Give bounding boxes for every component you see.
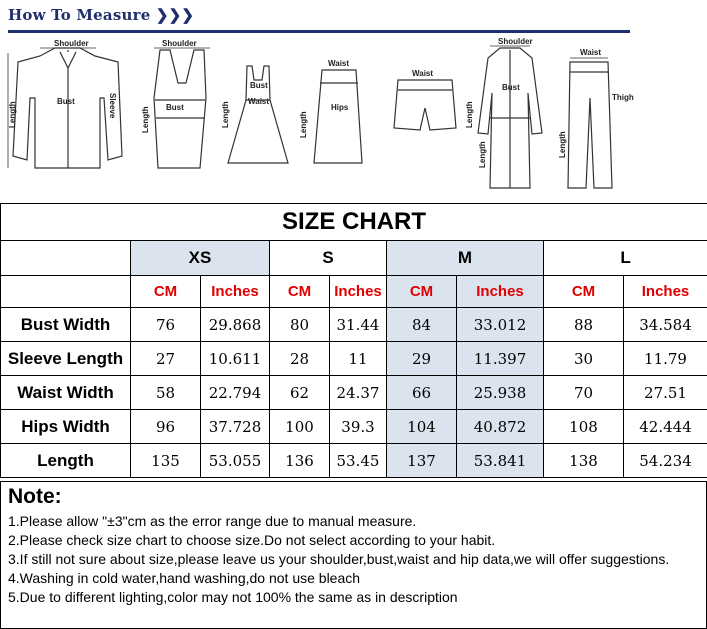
table-cell: 30 [544, 342, 624, 376]
coat-shoulder-label: Shoulder [498, 38, 533, 46]
row-label: Bust Width [1, 308, 131, 342]
note-line: 2.Please check size chart to choose size.Do not select according to your habit. [8, 532, 496, 548]
table-cell: 28 [270, 342, 330, 376]
size-header-s: S [270, 241, 387, 276]
table-cell: 54.234 [624, 444, 707, 478]
size-chart-table [0, 203, 707, 478]
shirt-sleeve-label: Sleeve [108, 93, 117, 119]
unit-inches: Inches [330, 276, 387, 308]
corner-cell [1, 241, 131, 276]
coat-length-label: Length [478, 141, 487, 168]
unit-cm: CM [544, 276, 624, 308]
table-cell: 29 [387, 342, 457, 376]
pants-figure [558, 48, 634, 188]
shirt-figure [8, 39, 122, 168]
shirt-length-label: Length [8, 101, 17, 128]
tank-bust-label: Bust [166, 103, 184, 112]
coat-bust-label: Bust [502, 83, 520, 92]
unit-cm: CM [387, 276, 457, 308]
skirt-waist-label: Waist [328, 59, 350, 68]
coat-figure [478, 38, 542, 188]
table-cell: 88 [544, 308, 624, 342]
skirt-hips-label: Hips [331, 103, 349, 112]
table-cell: 84 [387, 308, 457, 342]
note-line: 5.Due to different lighting,color may not 100% the same as in description [8, 589, 458, 605]
table-cell: 31.44 [330, 308, 387, 342]
how-to-measure-label: How To Measure [8, 6, 151, 24]
row-label: Hips Width [1, 410, 131, 444]
unit-inches: Inches [457, 276, 544, 308]
table-cell: 42.444 [624, 410, 707, 444]
table-cell: 76 [131, 308, 201, 342]
table-cell: 40.872 [457, 410, 544, 444]
table-cell: 53.841 [457, 444, 544, 478]
shorts-length-label: Length [465, 101, 474, 128]
title-underline [8, 30, 630, 33]
dress-length-label: Length [221, 101, 230, 128]
tank-length-label: Length [141, 106, 150, 133]
table-cell: 29.868 [201, 308, 270, 342]
table-cell: 104 [387, 410, 457, 444]
table-cell: 11.397 [457, 342, 544, 376]
note-line: 1.Please allow "±3"cm as the error range due to manual measure. [8, 513, 417, 529]
table-cell: 96 [131, 410, 201, 444]
unit-cm: CM [270, 276, 330, 308]
unit-inches: Inches [624, 276, 707, 308]
note-title: Note: [8, 485, 62, 508]
table-cell: 135 [131, 444, 201, 478]
table-cell: 11.79 [624, 342, 707, 376]
dress-figure [221, 66, 288, 163]
skirt-length-label: Length [299, 111, 308, 138]
table-cell: 70 [544, 376, 624, 410]
table-cell: 34.584 [624, 308, 707, 342]
table-cell: 37.728 [201, 410, 270, 444]
tank-shoulder-label: Shoulder [162, 39, 197, 48]
arrows-icon: ❯❯❯ [155, 6, 195, 24]
unit-cm: CM [131, 276, 201, 308]
table-cell: 11 [330, 342, 387, 376]
table-cell: 27.51 [624, 376, 707, 410]
table-row [1, 376, 707, 410]
shorts-waist-label: Waist [412, 69, 434, 78]
table-cell: 27 [131, 342, 201, 376]
table-cell: 100 [270, 410, 330, 444]
tank-figure [141, 39, 210, 168]
note-box [0, 481, 707, 629]
table-row [1, 410, 707, 444]
table-cell: 24.37 [330, 376, 387, 410]
table-row [1, 308, 707, 342]
size-header-l: L [544, 241, 707, 276]
shorts-figure [394, 69, 474, 130]
table-cell: 10.611 [201, 342, 270, 376]
dress-waist-label: Waist [248, 97, 270, 106]
how-to-measure-title [8, 6, 194, 24]
table-cell: 137 [387, 444, 457, 478]
table-cell: 22.794 [201, 376, 270, 410]
note-line: 3.If still not sure about size,please leave us your shoulder,bust,waist and hip data,we will offer suggestions. [8, 551, 670, 567]
row-label: Sleeve Length [1, 342, 131, 376]
table-cell: 53.45 [330, 444, 387, 478]
pants-thigh-label: Thigh [612, 93, 634, 102]
pants-waist-label: Waist [580, 48, 602, 57]
corner-cell [1, 276, 131, 308]
row-label: Length [1, 444, 131, 478]
table-row [1, 342, 707, 376]
dress-bust-label: Bust [250, 81, 268, 90]
pants-length-label: Length [558, 131, 567, 158]
garment-measure-diagrams [0, 38, 707, 197]
table-row [1, 444, 707, 478]
table-cell: 136 [270, 444, 330, 478]
table-cell: 108 [544, 410, 624, 444]
note-line: 4.Washing in cold water,hand washing,do not use bleach [8, 570, 361, 586]
table-cell: 138 [544, 444, 624, 478]
size-header-m: M [387, 241, 544, 276]
unit-inches: Inches [201, 276, 270, 308]
size-header-xs: XS [131, 241, 270, 276]
table-cell: 80 [270, 308, 330, 342]
shirt-bust-label: Bust [57, 97, 75, 106]
table-cell: 33.012 [457, 308, 544, 342]
row-label: Waist Width [1, 376, 131, 410]
table-cell: 25.938 [457, 376, 544, 410]
table-cell: 39.3 [330, 410, 387, 444]
table-cell: 53.055 [201, 444, 270, 478]
table-cell: 62 [270, 376, 330, 410]
shirt-shoulder-label: Shoulder [54, 39, 89, 48]
skirt-figure [299, 59, 362, 163]
size-chart-title: SIZE CHART [1, 204, 707, 241]
table-cell: 58 [131, 376, 201, 410]
table-cell: 66 [387, 376, 457, 410]
how-to-measure-section [0, 0, 707, 197]
